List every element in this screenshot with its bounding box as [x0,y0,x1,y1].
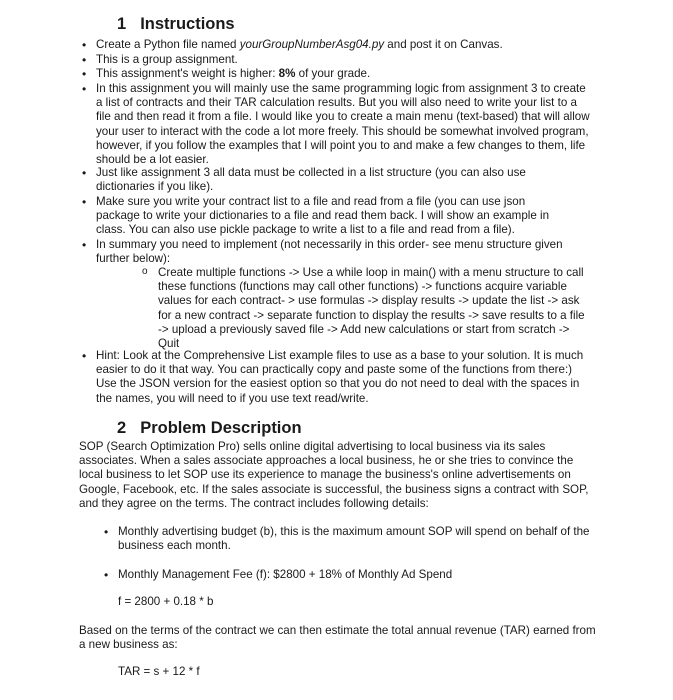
instruction-bullet-6: • Make sure you write your contract list to a file and read from a file (you can use json package to write your dictionaries to a file and read them back. I will show an example in class. You can also use pickle package to write a list to a file and read from a file). [96,195,556,238]
tar-formula: TAR = s + 12 * f [118,665,200,678]
instruction-bullet-7: • In summary you need to implement (not necessarily in this order- see menu structure given further below): [96,238,594,266]
file-name: yourGroupNumberAsg04.py [239,38,385,51]
instruction-bullet-5: • Just like assignment 3 all data must be collected in a list structure (you can also use dictionaries if you like). [96,166,556,194]
problem-intro-paragraph: SOP (Search Optimization Pro) sells online digital advertising to local business via its sales associates. When a sales associate approaches a local business, he or she tries to convince the local business to let SOP use its experience to manage the business's online advertisements on Google, Facebook, etc. If the sales associate is successful, the business signs a contract with SOP, and they agree on the terms. The contract includes following details: [79,440,589,510]
section-1-heading [117,14,235,34]
tar-paragraph: Based on the terms of the contract we can then estimate the total annual revenue (TAR) earned from a new business as: [79,624,596,652]
instruction-bullet-4: • In this assignment you will mainly use the same programming logic from assignment 3 to create a list of contracts and their TAR calculation results. But you will also need to write your list to a file and then read it from a file. I would like you to create a main menu (text-based) that will allow your user to interact with the code a lot more freely. This should be somewhat involved program, however, if you follow the examples that I will point you to and make a few changes to them, life should be a lot easier. [96,82,594,167]
section-1-title: Instructions [140,15,235,33]
instruction-bullet-2: • This is a group assignment. [96,53,596,67]
management-fee-formula: f = 2800 + 0.18 * b [118,595,214,608]
hint-bullet: • Hint: Look at the Comprehensive List example files to use as a base to your solution. It is much easier to do it that way. You can practically copy and paste some of the functions from there:) Use the JSON version for the easiest option so that you do not need to deal with the spaces in the names, you will need to if you use text read/write. [96,349,594,406]
contract-detail-bullet-1: • Monthly advertising budget (b), this is the maximum amount SOP will spend on behalf of the business each month. [118,525,594,553]
summary-sub-bullet: o Create multiple functions -> Use a while loop in main() with a menu structure to call these functions (functions may call other functions) -> functions acquire variable values for each contract- > use formulas -> display results -> update the list -> ask for a new contract -> separate function to display the results -> save results to a file -> upload a previously saved file -> Add new calculations or start from scratch -> Quit [158,266,588,351]
section-2-number: 2 [117,419,127,437]
section-1-number: 1 [117,15,127,33]
instruction-bullet-1: • Create a Python file named yourGroupNumberAsg04.py and post it on Canvas. [96,38,596,52]
section-2-heading [117,418,302,438]
section-2-title: Problem Description [140,419,302,437]
weight-value: 8% [278,67,296,80]
instruction-bullet-3: • This assignment's weight is higher: 8% of your grade. [96,67,596,81]
contract-detail-bullet-2: • Monthly Management Fee (f): $2800 + 18% of Monthly Ad Spend [118,568,598,582]
